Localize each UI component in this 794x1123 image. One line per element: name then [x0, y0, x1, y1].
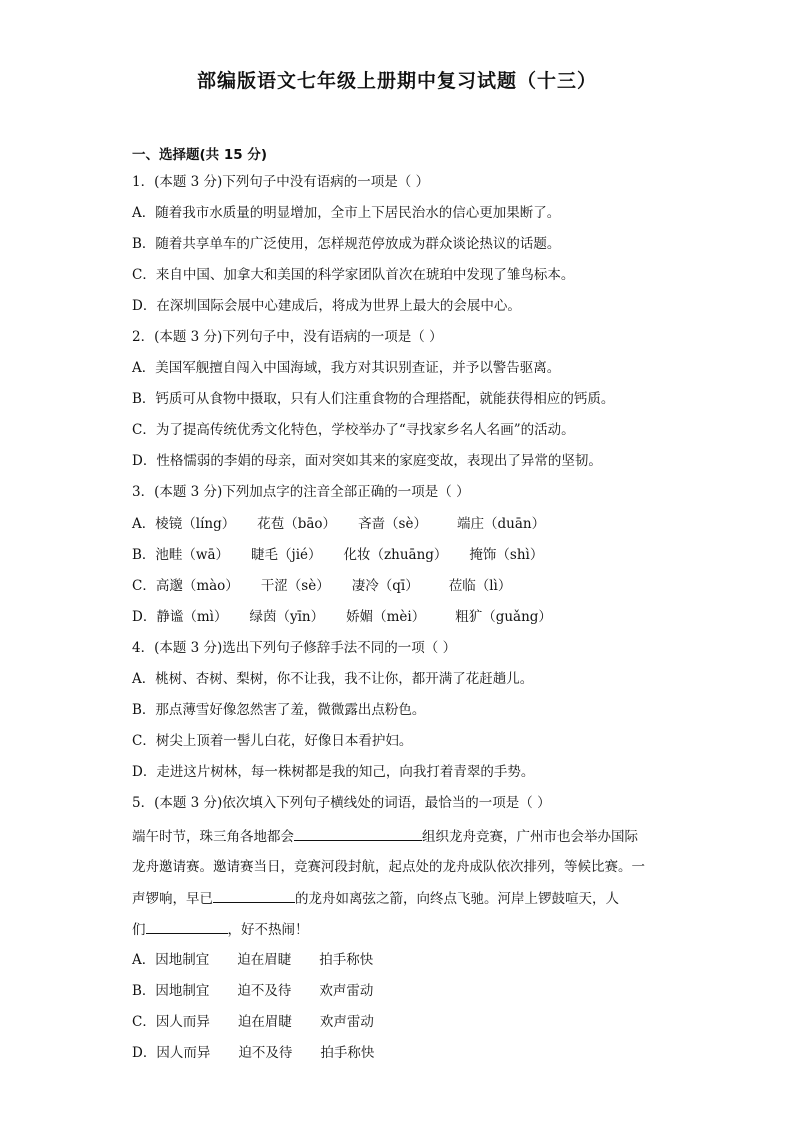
fill-blank-2[interactable]: [213, 888, 295, 903]
q1-option-a: A．随着我市水质量的明显增加，全市上下居民治水的信心更加果断了。: [132, 205, 561, 221]
q5-option-c: [132, 1012, 374, 1032]
q4-option-a: A．桃树、杏树、梨树，你不让我，我不让你，都开满了花赶趟儿。: [132, 671, 534, 687]
page-title: 部编版语文七年级上册期中复习试题（十三）: [196, 70, 597, 92]
q4-option-b: B．那点薄雪好像忽然害了羞，微微露出点粉色。: [132, 702, 426, 718]
q4-option-d: D．走进这片树林，每一株树都是我的知己，向我打着青翠的手势。: [132, 764, 535, 780]
q2-option-c: C．为了提高传统优秀文化特色，学校举办了“寻找家乡名人名画”的活动。: [132, 422, 575, 438]
q3-a-word-3: 吝啬（sè）: [358, 516, 427, 532]
q3-c-word-3: 凄冷（qī）: [351, 578, 419, 594]
q3-d-word-4: 粗犷（guǎng）: [455, 609, 552, 625]
q3-c-word-4: 莅临（lì）: [448, 578, 512, 594]
q1-stem: 1．(本题 3 分)下列句子中没有语病的一项是（ ）: [132, 174, 430, 190]
q3-a-word-2: 花苞（bāo）: [257, 516, 337, 532]
fill-blank-3[interactable]: [146, 919, 228, 934]
q3-d-word-2: 绿茵（yīn）: [249, 609, 325, 625]
q5-stem: 5．(本题 3 分)依次填入下列句子横线处的词语，最恰当的一项是（ ）: [132, 795, 551, 811]
q1-option-d: D．在深圳国际会展中心建成后，将成为世界上最大的会展中心。: [132, 298, 521, 314]
q5-option-d: [132, 1043, 374, 1063]
q4-stem: 4．(本题 3 分)选出下列句子修辞手法不同的一项（ ）: [132, 640, 457, 656]
q5-text: 的龙舟如离弦之箭，向终点飞驰。河岸上锣鼓喧天，人: [295, 891, 619, 907]
q5-a-word-1: A．因地制宜: [132, 952, 210, 968]
q5-text: 声锣响，早已: [132, 891, 213, 907]
q5-text: 端午时节，珠三角各地都会: [132, 829, 294, 845]
q5-a-word-2: 迫在眉睫: [237, 952, 292, 968]
q5-passage-line-2: 龙舟邀请赛。邀请赛当日，竞赛河段封航，起点处的龙舟成队依次排列，等候比赛。一: [132, 859, 645, 875]
q5-d-word-3: 拍手称快: [320, 1045, 375, 1061]
q5-passage-line-1: [132, 826, 638, 846]
q3-option-b: [132, 545, 543, 565]
q3-b-word-2: 睫毛（jié）: [251, 547, 322, 563]
q5-text: 组织龙舟竞赛，广州市也会举办国际: [422, 829, 638, 845]
q3-b-word-4: 掩饰（shì）: [469, 547, 544, 563]
q3-d-word-1: D．静谧（mì）: [132, 609, 228, 625]
q3-a-word-4: 端庄（duān）: [456, 516, 546, 532]
q5-c-word-2: 迫在眉睫: [237, 1014, 292, 1030]
q3-option-c: [132, 576, 511, 596]
q5-passage-line-3: [132, 888, 619, 908]
q1-option-b: B．随着共享单车的广泛使用，怎样规范停放成为群众谈论热议的话题。: [132, 236, 561, 252]
q3-c-word-2: 干涩（sè）: [260, 578, 330, 594]
q5-c-word-1: C．因人而异: [132, 1014, 210, 1030]
q5-b-word-3: 欢声雷动: [319, 983, 374, 999]
q5-passage-line-4: [132, 919, 309, 939]
q5-option-b: [132, 981, 373, 1001]
q3-b-word-1: B．池畦（wā）: [132, 547, 230, 563]
q2-stem: 2．(本题 3 分)下列句子中，没有语病的一项是（ ）: [132, 329, 443, 345]
q1-option-c: C．来自中国、加拿大和美国的科学家团队首次在琥珀中发现了雏鸟标本。: [132, 267, 575, 283]
q3-option-a: [132, 514, 545, 534]
q2-option-b: B．钙质可从食物中摄取，只有人们注重食物的合理搭配，就能获得相应的钙质。: [132, 391, 615, 407]
q2-option-d: D．性格懦弱的李娟的母亲，面对突如其来的家庭变故，表现出了异常的坚韧。: [132, 453, 602, 469]
q3-a-word-1: A．棱镜（líng）: [132, 516, 236, 532]
q5-text: 们: [132, 922, 146, 938]
q2-option-a: A．美国军舰擅自闯入中国海域，我方对其识别查证，并予以警告驱离。: [132, 360, 561, 376]
q5-c-word-3: 欢声雷动: [319, 1014, 374, 1030]
q5-d-word-1: D．因人而异: [132, 1045, 211, 1061]
q5-option-a: [132, 950, 373, 970]
q5-text: ，好不热闹！: [227, 922, 309, 938]
q5-b-word-2: 迫不及待: [237, 983, 292, 999]
section-heading: 一、选择题(共 15 分): [132, 147, 268, 163]
q5-d-word-2: 迫不及待: [238, 1045, 293, 1061]
q4-option-c: C．树尖上顶着一髻儿白花，好像日本看护妇。: [132, 733, 413, 749]
q3-b-word-3: 化妆（zhuāng）: [343, 547, 448, 563]
q3-option-d: [132, 607, 552, 627]
q3-c-word-1: C．高邈（mào）: [132, 578, 239, 594]
q3-d-word-3: 娇媚（mèi）: [346, 609, 426, 625]
q5-b-word-1: B．因地制宜: [132, 983, 210, 999]
q5-a-word-3: 拍手称快: [319, 952, 374, 968]
q3-stem: 3．(本题 3 分)下列加点字的注音全部正确的一项是（ ）: [132, 484, 470, 500]
fill-blank-1[interactable]: [294, 826, 422, 841]
